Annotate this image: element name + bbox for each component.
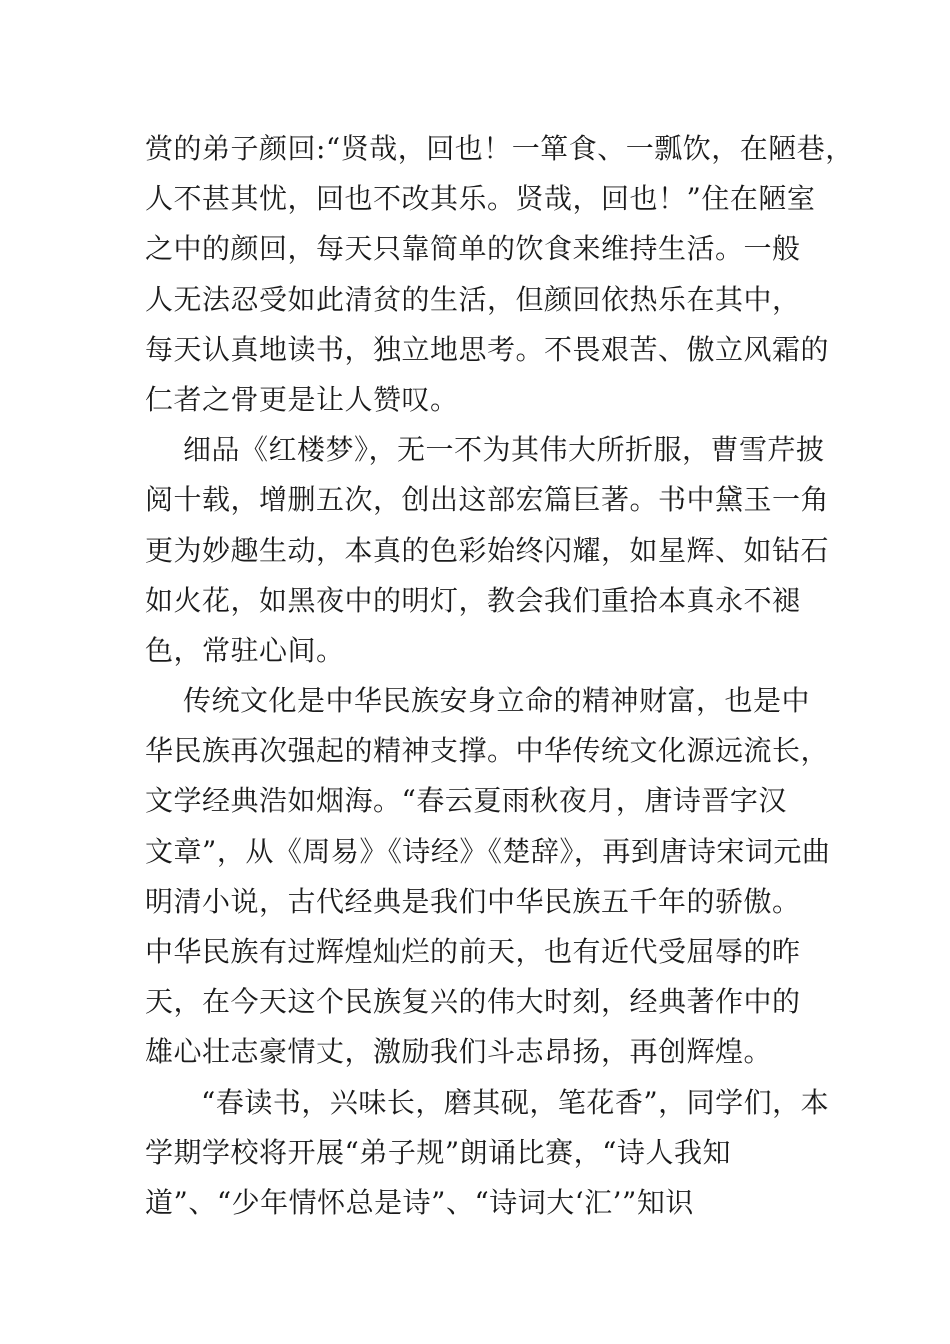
body-text <box>145 124 854 1228</box>
text-line: 之中的颜回，每天只靠简单的饮食来维持生活。一般 <box>145 232 801 266</box>
text-line: 天，在今天这个民族复兴的伟大时刻，经典著作中的 <box>145 985 801 1019</box>
text-line: 更为妙趣生动，本真的色彩始终闪耀，如星辉、如钻石 <box>145 533 830 567</box>
text-line: 如火花，如黑夜中的明灯，教会我们重拾本真永不褪 <box>145 583 801 617</box>
text-line: 中华民族有过辉煌灿烂的前天，也有近代受屈辱的昨 <box>145 935 801 968</box>
text-line: 人不甚其忧，回也不改其乐。贤哉，回也！”住在陋室 <box>145 182 816 216</box>
text-line: 人无法忍受如此清贫的生活，但颜回依热乐在其中， <box>145 282 801 316</box>
text-line: 华民族再次强起的精神支撑。中华传统文化源远流长， <box>145 734 830 768</box>
text-line: 赏的弟子颜回:“贤哉，回也！一箪食、一瓢饮，在陋巷， <box>145 132 854 165</box>
text-line: 文章”，从《周易》《诗经》《楚辞》，再到唐诗宋词元曲 <box>145 834 831 868</box>
text-line: 明清小说，古代经典是我们中华民族五千年的骄傲。 <box>145 884 801 918</box>
text-line: 道”、“少年情怀总是诗”、“诗词大‘汇’”知识 <box>145 1185 694 1219</box>
text-line: 色，常驻心间。 <box>145 633 345 667</box>
paragraph-first-line: 细品《红楼梦》，无一不为其伟大所折服，曹雪芹披 <box>183 433 825 467</box>
text-line: 文学经典浩如烟海。“春云夏雨秋夜月，唐诗晋字汉 <box>145 784 787 818</box>
paragraph-first-line: 传统文化是中华民族安身立命的精神财富，也是中 <box>183 684 811 718</box>
paragraph-first-line: “春读书，兴味长，磨其砚，笔花香”，同学们，本 <box>201 1085 830 1119</box>
text-line: 雄心壮志豪情丈，激励我们斗志昂扬，再创辉煌。 <box>145 1035 773 1069</box>
text-line: 仁者之骨更是让人赞叹。 <box>145 382 459 416</box>
text-line: 每天认真地读书，独立地思考。不畏艰苦、傲立风霜的 <box>145 332 830 366</box>
text-line: 阅十载，增删五次，创出这部宏篇巨著。书中黛玉一角 <box>145 483 830 517</box>
text-line: 学期学校将开展“弟子规”朗诵比赛，“诗人我知 <box>145 1135 731 1169</box>
